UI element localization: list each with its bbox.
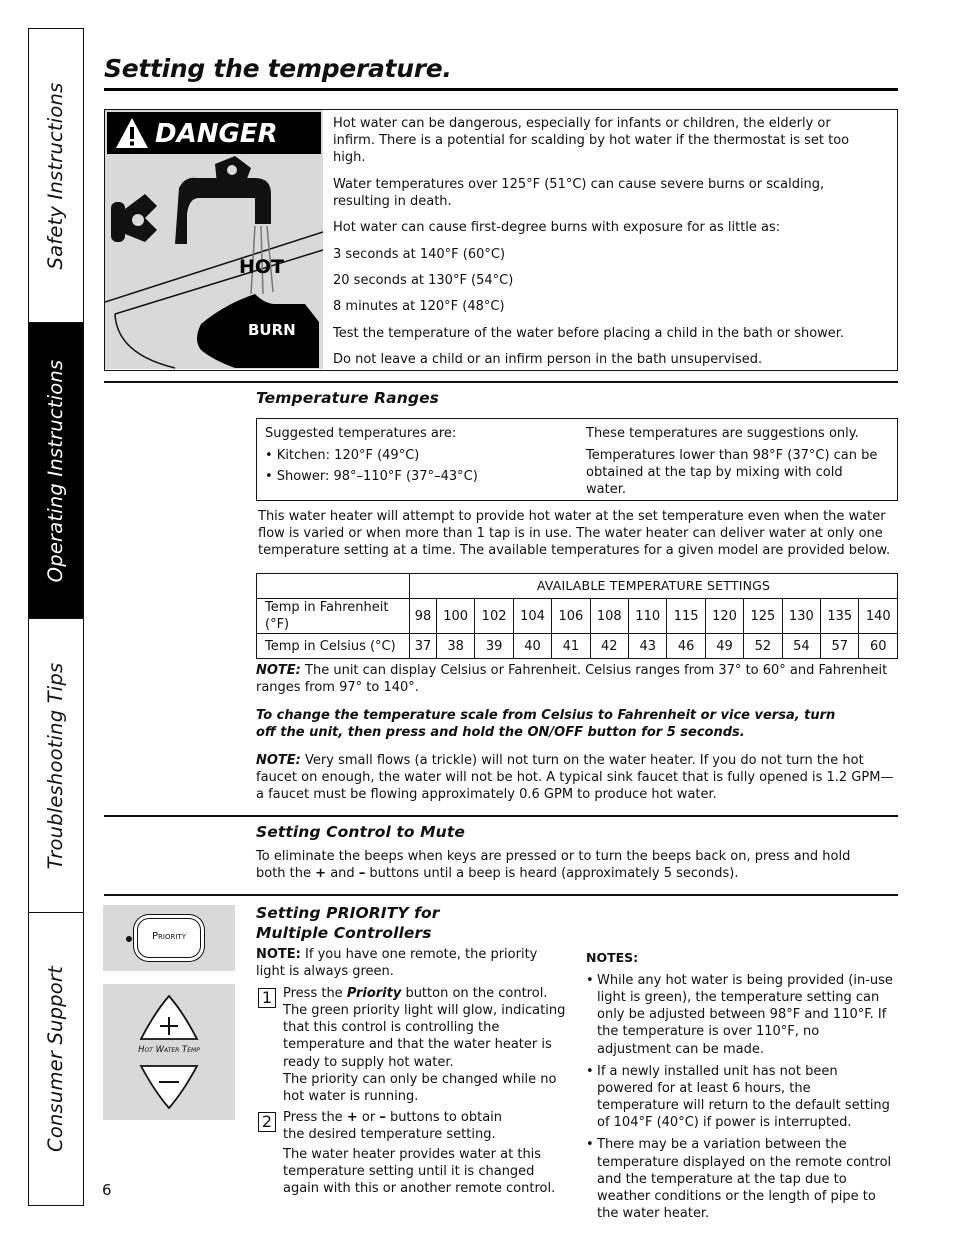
temperature-control-illustration [103,984,235,1120]
table-cell: 57 [821,634,859,659]
table-cell: 37 [410,634,437,659]
tab-safety-instructions[interactable] [29,29,83,323]
table-cell: 38 [436,634,474,659]
danger-paragraph: Do not leave a child or an infirm person in the bath unsupervised. [333,351,763,367]
table-cell: 110 [629,599,667,634]
step-text: or [357,1110,380,1125]
priority-heading-line: Setting PRIORITY for [256,904,440,922]
suggested-list [265,425,478,490]
plus-symbol: + [315,866,327,882]
step-2-text [283,1109,513,1143]
celsius-row [257,634,898,659]
water-heater-intro: This water heater will attempt to provide hot water at the set temperature even when the water flow is varied or when more than 1 tap is in use. The water heater can deliver water at only one temperature setting at a time. The available temperatures for a given model are provided below. [258,509,891,559]
table-cell: 130 [782,599,820,634]
tab-troubleshooting-tips[interactable] [29,619,83,913]
fahrenheit-label: Temp in Fahrenheit (°F) [257,599,410,634]
suggested-title: Suggested temperatures are: [265,426,457,441]
mixing-note: Temperatures lower than 98°F (37°C) can be obtained at the tap by mixing with cold water. [586,447,878,497]
priority-heading-line: Multiple Controllers [256,924,432,943]
display-units-note [256,662,898,696]
side-tab-bar [28,28,84,1206]
table-cell: 40 [513,634,551,659]
change-scale-instruction: To change the temperature scale from Celsius to Fahrenheit or vice versa, turn off the unit, then press and hold the ON/OFF button for 5 seconds. [256,708,836,741]
table-cell: 43 [629,634,667,659]
hot-label: HOT [239,256,285,278]
danger-word: DANGER [155,119,278,149]
table-header: AVAILABLE TEMPERATURE SETTINGS [410,574,898,599]
danger-paragraph: 8 minutes at 120°F (48°C) [333,299,505,315]
priority-button-label: Priority [152,931,186,942]
priority-heading [256,903,440,943]
tab-consumer-support[interactable] [29,913,83,1205]
tab-label: Troubleshooting Tips [44,662,68,869]
table-cell: 140 [859,599,898,634]
celsius-label: Temp in Celsius (°C) [257,634,410,659]
plus-symbol: + [346,1110,358,1125]
tab-operating-instructions[interactable] [29,323,83,619]
mute-instructions [256,848,866,882]
table-cell: 104 [513,599,551,634]
mute-heading: Setting Control to Mute [256,823,465,841]
priority-note [256,946,556,980]
hot-water-temp-label: Hot Water Temp [138,1045,200,1055]
tab-label: Operating Instructions [44,359,68,582]
mute-text: To eliminate the beeps when keys are pressed or to turn the beeps back on, press and hold both the [256,849,851,882]
table-cell: 106 [552,599,590,634]
priority-notes-list [586,972,896,1227]
table-cell: 100 [436,599,474,634]
danger-banner [107,112,321,154]
fahrenheit-row [257,599,898,634]
danger-paragraph: Hot water can be dangerous, especially for infants or children, the elderly or infirm. There is a potential for scalding by hot water if the thermostat is set too high. [333,116,850,166]
section-divider [104,381,898,383]
warning-triangle-icon [115,117,149,149]
tab-label: Safety Instructions [44,82,68,269]
table-cell: 42 [590,634,628,659]
danger-paragraph: Water temperatures over 125°F (51°C) can cause severe burns or scalding, resulting in death. [333,176,825,209]
step-text: Press the [283,1110,347,1125]
section-divider [104,894,898,896]
list-item: • If a newly installed unit has not been powered for at least 6 hours, the temperature will return to the default setting of 104°F (40°C) if power is interrupted. [586,1063,896,1132]
danger-paragraph: 3 seconds at 140°F (60°C) [333,246,506,262]
table-cell: 54 [782,634,820,659]
danger-paragraph: 20 seconds at 130°F (54°C) [333,272,514,288]
mute-text: and [326,866,359,882]
temperature-ranges-heading: Temperature Ranges [256,389,440,407]
table-cell: 46 [667,634,705,659]
note-label: NOTE: [256,947,301,962]
shower-temp: • Shower: 98°–110°F (37°–43°C) [265,469,478,485]
table-cell: 120 [705,599,743,634]
list-item: • While any hot water is being provided (in-use light is green), the temperature setting can only be adjusted between 98°F and 110°F. If the temperature is over 110°F, no adjustment can be made. [586,972,896,1058]
mute-text: buttons until a beep is heard (approximately 5 seconds). [365,866,739,882]
priority-button[interactable] [137,918,201,958]
table-cell: 49 [705,634,743,659]
step-text: Press the [283,986,347,1001]
burn-label: BURN [248,321,296,339]
suggestion-note: These temperatures are suggestions only. [586,426,859,441]
note-text: If you have one remote, the priority light is always green. [256,947,538,980]
step-number: 2 [258,1112,276,1132]
table-cell: 135 [821,599,859,634]
danger-warning-box [104,109,898,371]
danger-text [333,115,863,377]
tab-label: Consumer Support [44,966,68,1152]
minus-symbol: – [379,1110,386,1125]
step-text: button on the control. The green priority light will glow, indicating that this control is controlling the temperature and that the water heater is ready to supply hot water. [283,986,566,1070]
priority-word: Priority [346,986,402,1001]
table-cell: 125 [744,599,782,634]
table-cell: 39 [475,634,513,659]
table-cell: 41 [552,634,590,659]
danger-paragraph: Test the temperature of the water before placing a child in the bath or shower. [333,325,845,341]
step-1-text [283,985,571,1071]
suggested-notes [586,425,886,498]
page-number: 6 [102,1181,112,1199]
note-text: The unit can display Celsius or Fahrenheit. Celsius ranges from 37° to 60° and Fahrenheit ranges from 97° to 140°. [256,663,888,696]
table-cell: 60 [859,634,898,659]
note-text: Very small flows (a trickle) will not turn on the water heater. If you do not turn the hot faucet on enough, the water will not be hot. A typical sink faucet that is fully opened is 1.2 GPM—a faucet must be flowing approximately 0.6 GPM to produce hot water. [256,753,894,803]
table-header-row [257,574,898,599]
table-cell: 108 [590,599,628,634]
note-label: NOTE: [256,663,301,678]
priority-light-icon [126,936,132,942]
table-cell: 98 [410,599,437,634]
list-item: • There may be a variation between the temperature displayed on the remote control and the temperature at the tap due to weather conditions or the length of pipe to the water heater. [586,1136,896,1222]
table-corner-cell [257,574,410,599]
section-divider [104,815,898,817]
table-cell: 52 [744,634,782,659]
table-cell: 115 [667,599,705,634]
notes-title: NOTES: [586,950,639,965]
step-text: buttons to obtain the desired temperature setting. [283,1110,503,1143]
step-1-extra: The priority can only be changed while no hot water is running. [283,1072,557,1105]
minus-symbol: – [358,866,366,882]
step-2-extra: The water heater provides water at this temperature setting until it is changed again with this or another remote control. [283,1147,556,1197]
kitchen-temp: • Kitchen: 120°F (49°C) [265,447,420,463]
priority-button-illustration [103,905,235,971]
small-flow-note [256,752,898,803]
table-cell: 102 [475,599,513,634]
page-title: Setting the temperature. [104,54,452,83]
scald-illustration [105,110,323,369]
note-label: NOTE: [256,753,301,768]
suggested-temperatures-box [256,418,898,501]
danger-paragraph: Hot water can cause first-degree burns with exposure for as little as: [333,220,781,236]
title-rule [104,88,898,91]
step-number: 1 [258,988,276,1008]
temperature-settings-table [256,573,898,659]
